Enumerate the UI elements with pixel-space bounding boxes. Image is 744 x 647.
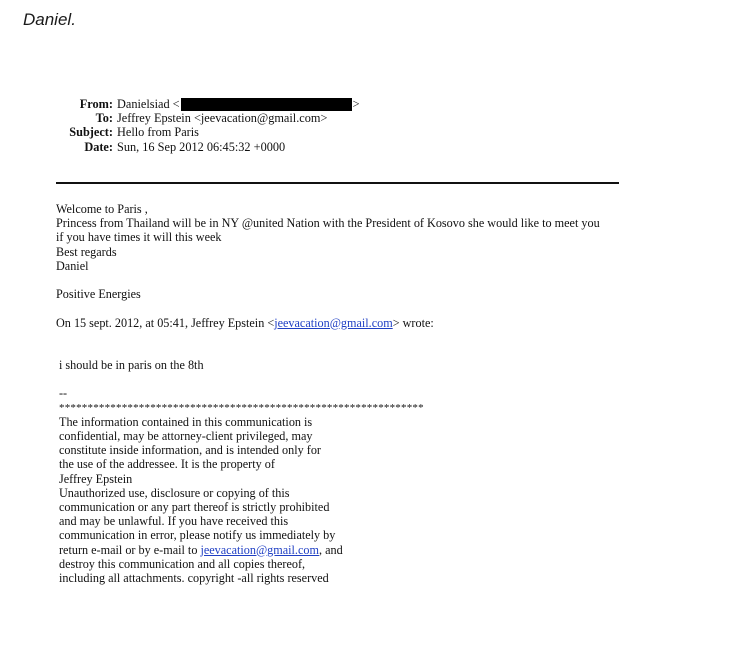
contact-email-link[interactable]: jeevacation@gmail.com: [200, 542, 319, 557]
reply-prefix: On 15 sept. 2012, at 05:41, Jeffrey Epstein <: [56, 315, 275, 330]
signature: Positive Energies: [56, 287, 141, 302]
from-value: [117, 97, 360, 111]
to-value: Jeffrey Epstein <jeevacation@gmail.com>: [117, 111, 328, 126]
date-value: Sun, 16 Sep 2012 06:45:32 +0000: [117, 139, 286, 154]
subject-label: Subject:: [69, 125, 113, 140]
disclaimer-line: Jeffrey Epstein: [59, 471, 133, 486]
disclaimer-line: communication or any part thereof is strictly prohibited: [59, 499, 330, 514]
signature-dashes: --: [59, 386, 68, 401]
star-separator: ****************************************************************: [59, 401, 424, 414]
header-divider: [56, 182, 619, 184]
disclaimer-contact-line: [56, 543, 656, 557]
disclaimer-line: The information contained in this communication is: [59, 414, 313, 429]
from-label: From:: [79, 97, 113, 111]
message-line: if you have times it will this week: [56, 230, 222, 245]
email-body: [56, 202, 656, 585]
from-row: [0, 97, 744, 111]
to-row: [0, 111, 744, 125]
contact-suffix: , and: [318, 542, 343, 557]
reply-suffix: > wrote:: [392, 315, 434, 330]
disclaimer-line: communication in error, please notify us immediately by: [59, 528, 336, 543]
disclaimer-line: constitute inside information, and is intended only for: [59, 443, 321, 458]
subject-row: [0, 125, 744, 139]
email-header: [0, 97, 744, 154]
caption: Daniel.: [23, 10, 76, 29]
quoted-text: i should be in paris on the 8th: [59, 358, 204, 373]
disclaimer-line: the use of the addressee. It is the property of: [59, 457, 275, 472]
message-line: Best regards: [56, 244, 117, 259]
disclaimer-line: destroy this communication and all copies thereof,: [59, 556, 306, 571]
redaction-bar: [181, 98, 352, 111]
message-line: Welcome to Paris ,: [56, 202, 148, 216]
disclaimer-line: including all attachments. copyright -all rights reserved: [59, 570, 329, 585]
reply-email-link[interactable]: jeevacation@gmail.com: [274, 315, 393, 330]
disclaimer-line: confidential, may be attorney-client privileged, may: [59, 429, 313, 443]
date-label: Date:: [84, 139, 113, 154]
from-close: >: [352, 97, 360, 111]
to-label: To:: [95, 111, 113, 126]
contact-prefix: return e-mail or by e-mail to: [59, 542, 201, 557]
message-line: Daniel: [56, 258, 89, 273]
disclaimer-line: and may be unlawful. If you have received this: [59, 514, 289, 529]
reply-attribution: [56, 316, 656, 330]
date-row: [0, 140, 744, 154]
disclaimer-line: Unauthorized use, disclosure or copying of this: [59, 485, 290, 500]
from-name: Danielsiad <: [117, 97, 180, 111]
message-line: Princess from Thailand will be in NY @united Nation with the President of Kosovo she would like to meet you: [56, 216, 600, 231]
subject-value: Hello from Paris: [117, 125, 199, 140]
